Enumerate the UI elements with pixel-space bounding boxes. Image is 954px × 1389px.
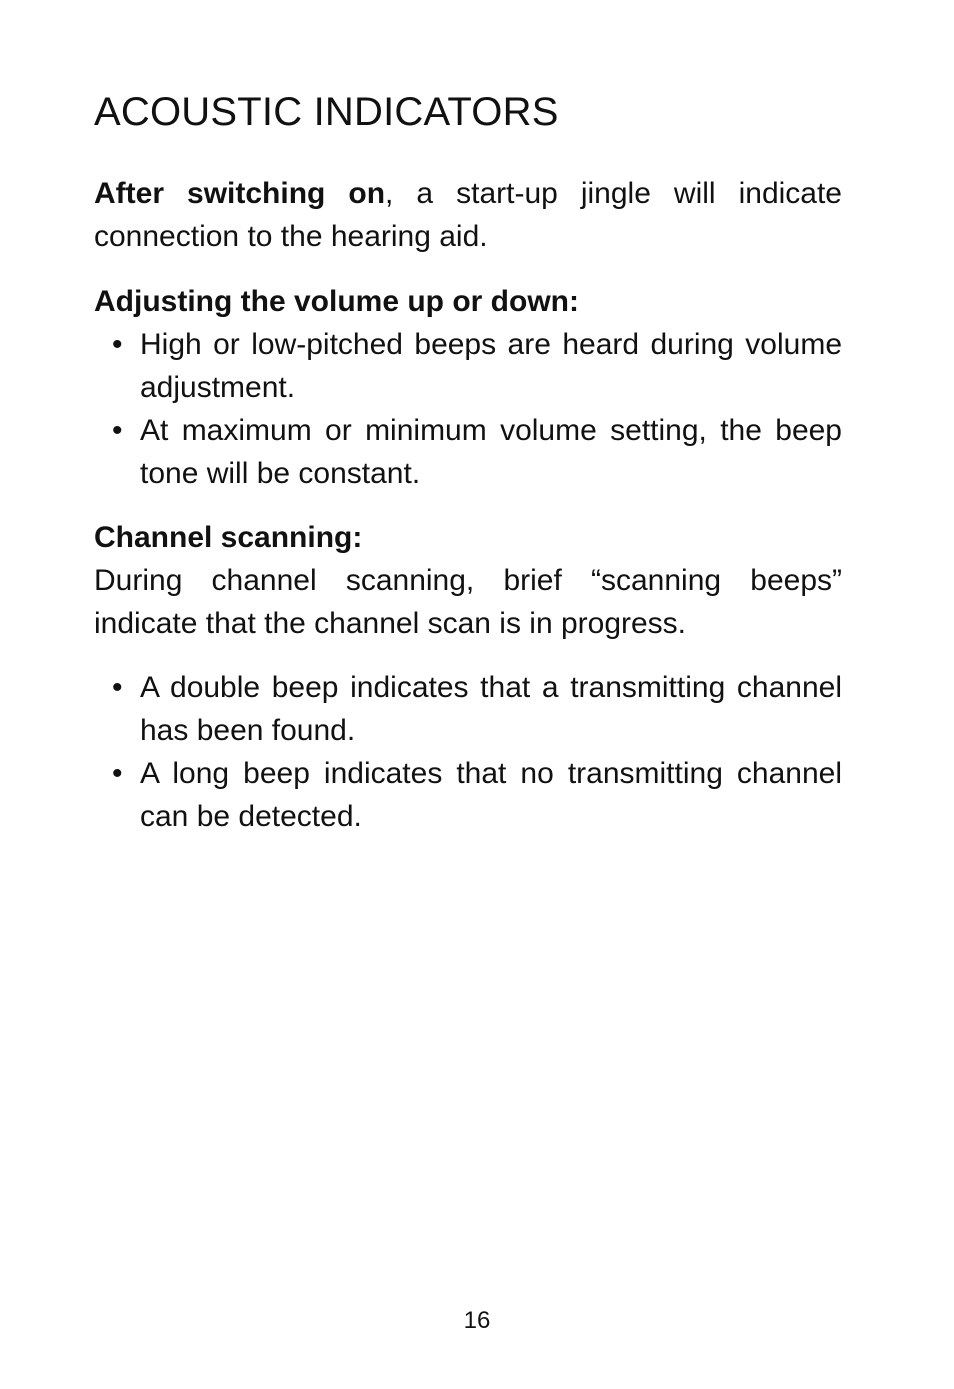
- scanning-paragraph: During channel scanning, brief “scanning beeps” indicate that the channel scan is in progress.: [94, 564, 842, 640]
- volume-section: [94, 280, 842, 495]
- page-number: 16: [463, 1307, 491, 1334]
- volume-list: [94, 323, 842, 495]
- scanning-section: [94, 516, 842, 645]
- list-item-text: A long beep indicates that no transmitting channel can be detected.: [140, 757, 842, 833]
- scanning-list: [94, 666, 842, 838]
- bullet-icon: •: [112, 328, 123, 361]
- list-item: [94, 409, 842, 495]
- bullet-icon: •: [112, 757, 123, 790]
- intro-section: [94, 172, 842, 258]
- page-title: ACOUSTIC INDICATORS: [94, 90, 559, 134]
- intro-text: , a start-up jingle will indicate connection to the hearing aid.: [94, 177, 842, 253]
- bullet-icon: •: [112, 671, 123, 704]
- volume-heading: Adjusting the volume up or down:: [94, 285, 579, 318]
- list-item-text: High or low-pitched beeps are heard during volume adjustment.: [140, 328, 842, 404]
- intro-paragraph: [94, 172, 842, 258]
- bullet-icon: •: [112, 414, 123, 447]
- intro-lead: After switching on: [94, 177, 386, 210]
- scanning-bullets-section: [94, 666, 842, 838]
- scanning-heading: Channel scanning:: [94, 521, 363, 554]
- list-item: [94, 323, 842, 409]
- list-item: [94, 752, 842, 838]
- list-item-text: A double beep indicates that a transmitting channel has been found.: [140, 671, 842, 747]
- list-item: [94, 666, 842, 752]
- list-item-text: At maximum or minimum volume setting, the beep tone will be constant.: [140, 414, 842, 490]
